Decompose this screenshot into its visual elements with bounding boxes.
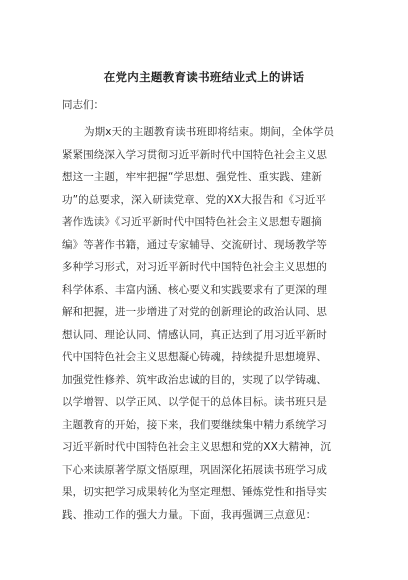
- paragraph-line: 想认同、理论认同、情感认同，真正达到了用习近平新时: [62, 328, 327, 341]
- salutation: 同志们：: [62, 99, 104, 111]
- paragraph-line: 科学体系、丰富内涵、核心要义和实践要求有了更深的理: [62, 283, 327, 296]
- paragraph-line: 想这一主题，牢牢把握“学思想、强党性、重实践、建新: [62, 171, 322, 183]
- paragraph-line: 解和把握，进一步增进了对党的创新理论的政治认同、思: [62, 306, 327, 318]
- paragraph-line: 紧紧围绕深入学习贯彻习近平新时代中国特色社会主义思: [62, 148, 327, 161]
- paragraph-line: 为期x天的主题教育读书班即将结束。期间，全体学员: [84, 126, 335, 138]
- paragraph-line: 果，切实把学习成果转化为坚定理想、锤炼党性和指导实: [62, 486, 327, 498]
- paragraph-line: 主题教育的开始，接下来，我们要继续集中精力系统学习: [62, 418, 327, 431]
- body-paragraph: [62, 121, 352, 526]
- paragraph-line: 加强党性修养、筑牢政治忠诚的目的，实现了以学铸魂、: [62, 373, 327, 386]
- paragraph-line: 著作选读》《习近平新时代中国特色社会主义思想专题摘: [62, 216, 322, 228]
- paragraph-line: 下心来读原著学原文悟原理，巩固深化拓展读书班学习成: [62, 463, 327, 476]
- paragraph-line: 以学增智、以学正风、以学促干的总体目标。读书班只是: [62, 396, 327, 408]
- document-title: 在党内主题教育读书班结业式上的讲话: [103, 70, 305, 84]
- paragraph-line: 编》等著作书籍，通过专家辅导、交流研讨、现场教学等: [62, 238, 327, 251]
- paragraph-line: 多种学习形式，对习近平新时代中国特色社会主义思想的: [62, 261, 327, 273]
- paragraph-line: 代中国特色社会主义思想凝心铸魂，持续提升思想境界、: [62, 351, 327, 363]
- paragraph-line: 功”的总要求，深入研读党章、党的XX大报告和《习近平: [62, 193, 326, 206]
- paragraph-line: 习近平新时代中国特色社会主义思想和党的XX大精神，沉: [62, 441, 331, 453]
- paragraph-line: 践、推动工作的强大力量。下面，我再强调三点意见：: [62, 508, 317, 521]
